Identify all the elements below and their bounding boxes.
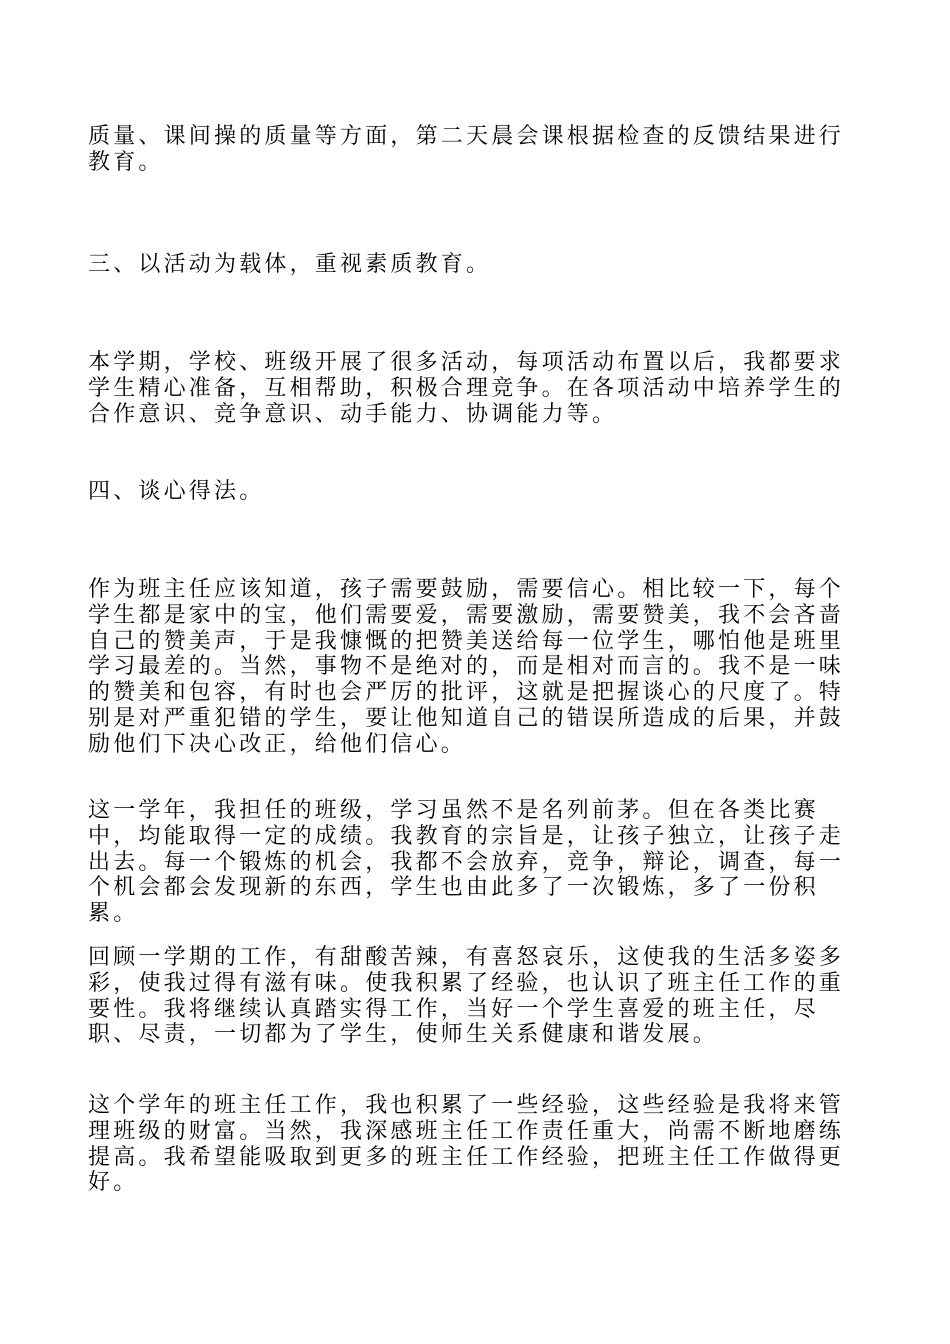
section-heading-activities: 三、以活动为载体，重视素质教育。 (88, 252, 492, 277)
paragraph-conclusion: 这个学年的班主任工作，我也积累了一些经验，这些经验是我将来管理班级的财富。当然，我深感班主任工作责任重大，尚需不断地磨练提高。我希望能吸取到更多的班主任工作经验，把班主任工作做得更好。 (88, 1093, 845, 1196)
paragraph-school-year: 这一学年，我担任的班级，学习虽然不是名列前茅。但在各类比赛中，均能取得一定的成绩。我教育的宗旨是，让孩子独立，让孩子走出去。每一个锻炼的机会，我都不会放弃，竞争，辩论，调查，每一个机会都会发现新的东西，学生也由此多了一次锻炼，多了一份积累。 (88, 798, 845, 927)
section-heading-talking: 四、谈心得法。 (88, 479, 265, 504)
paragraph-review: 回顾一学期的工作，有甜酸苦辣，有喜怒哀乐，这使我的生活多姿多彩，使我过得有滋有味。使我积累了经验，也认识了班主任工作的重要性。我将继续认真踏实得工作，当好一个学生喜爱的班主任，尽职、尽责，一切都为了学生，使师生关系健康和谐发展。 (88, 945, 845, 1048)
paragraph-quality-feedback: 质量、课间操的质量等方面，第二天晨会课根据检查的反馈结果进行教育。 (88, 124, 845, 175)
paragraph-encouragement: 作为班主任应该知道，孩子需要鼓励，需要信心。相比较一下，每个学生都是家中的宝，他们需要爱，需要激励，需要赞美，我不会吝啬自己的赞美声，于是我慷慨的把赞美送给每一位学生，哪怕他是班里学习最差的。当然，事物不是绝对的，而是相对而言的。我不是一味的赞美和包容，有时也会严厉的批评，这就是把握谈心的尺度了。特别是对严重犯错的学生，要让他知道自己的错误所造成的后果，并鼓励他们下决心改正，给他们信心。 (88, 577, 845, 757)
paragraph-activities: 本学期，学校、班级开展了很多活动，每项活动布置以后，我都要求学生精心准备，互相帮助，积极合理竞争。在各项活动中培养学生的合作意识、竞争意识、动手能力、协调能力等。 (88, 350, 845, 427)
